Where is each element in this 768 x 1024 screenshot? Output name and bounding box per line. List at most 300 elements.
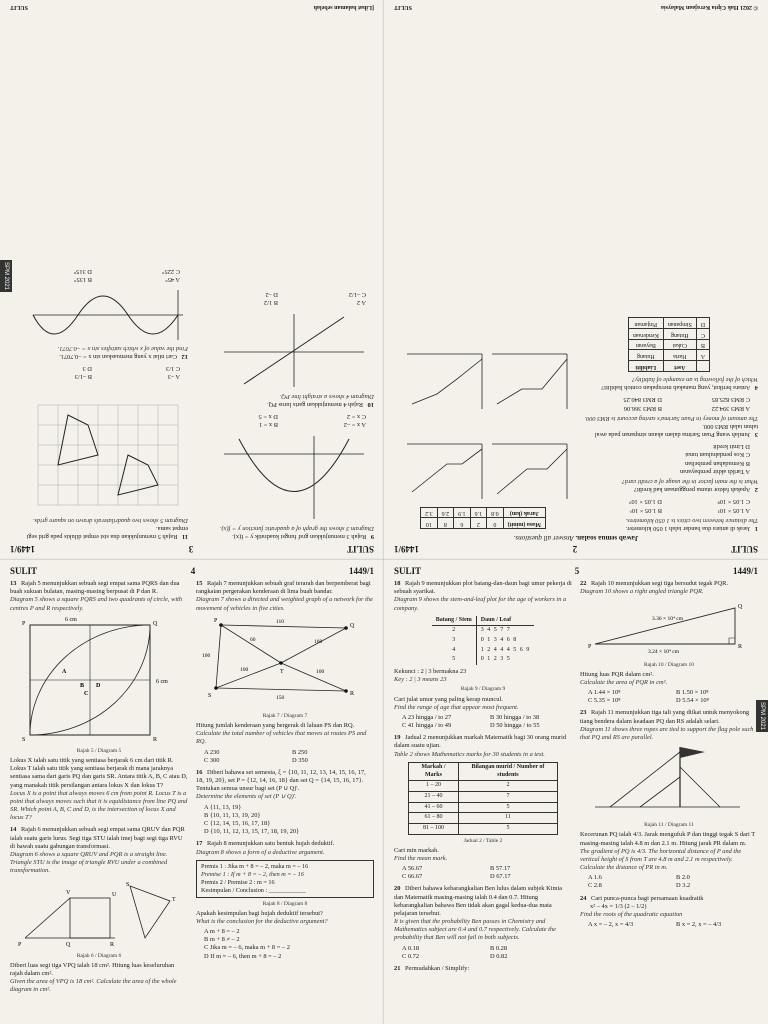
option-b[interactable]: B {10, 11, 13, 19, 20} <box>204 811 261 819</box>
question-text-en: Diagram 10 shows a right angled triangle PQR. <box>580 588 704 596</box>
table-row <box>432 646 535 656</box>
rotated-content <box>384 0 768 560</box>
question-text-en: Find the roots of the quadratic equation <box>580 911 683 918</box>
option-a[interactable]: A 56.67 <box>402 864 423 872</box>
question-number: 22 <box>580 580 587 587</box>
table-cell: 5 <box>458 823 557 834</box>
question-23 <box>580 709 758 890</box>
question-number: 17 <box>196 840 203 848</box>
table-row <box>432 655 535 665</box>
square-quadrant-diagram <box>10 613 180 743</box>
node-t: T <box>280 668 284 675</box>
options <box>10 364 180 380</box>
table-cell: 2.6 <box>437 507 454 518</box>
header-right: 1449/1 <box>732 566 758 576</box>
spm-side-tab: SPM 2021 <box>756 700 768 732</box>
left-column <box>10 580 188 999</box>
dim-label: 6 cm <box>65 616 77 623</box>
question-text-en: It is given that the probability Ben passes in Chemistry and Mathematics subject are 0.4 and 0.7 respectively. Calculate the probability that Ben will not fail in both subjects. <box>394 918 556 942</box>
table-cell: 21 – 40 <box>409 791 459 802</box>
instruction <box>384 534 768 542</box>
question-text: Rajah 9 menunjukkan plot batang-dan-daun bagi umur pekerja di sebuah syarikat. <box>394 580 572 596</box>
premise-1-en: Premise 1 : If m + 8 = – 2, then m = – 16 <box>201 870 304 878</box>
header-right: 1449/1 <box>348 566 374 576</box>
right-column <box>580 580 758 977</box>
table-header: Masa (minit) <box>503 518 545 529</box>
vertex-v: V <box>66 889 71 896</box>
table-cell: 6 <box>454 518 471 529</box>
question-text-en: Diagram 4 shows a straight line PQ. <box>279 392 374 400</box>
table-cell: D <box>696 318 709 329</box>
option-a[interactable]: A 0.18 <box>402 944 420 952</box>
question-24 <box>580 895 758 930</box>
question-number: 24 <box>580 894 587 902</box>
option-a[interactable]: A 45° <box>165 276 180 284</box>
options <box>196 412 366 428</box>
option-d[interactable]: D Limit kredit <box>713 443 750 451</box>
table-cell: Hutang <box>628 350 663 361</box>
table-cell: 1 – 20 <box>409 781 459 792</box>
vertex-r: R <box>153 736 158 743</box>
stem-header: Batang / Stem <box>432 616 477 626</box>
option-c[interactable]: C 1/3 <box>165 365 180 373</box>
question-11 <box>10 364 188 540</box>
figure-caption: Rajah 8 / Diagram 8 <box>262 900 308 907</box>
page-2-rotated <box>384 0 768 560</box>
instruction-text: Jawab semua soalan. <box>575 534 639 542</box>
question-text-en: The amount of money in Puan Sarima's saving account is RM3 000. <box>584 414 758 422</box>
point-a: A <box>62 668 67 675</box>
question-number: 2 <box>754 486 758 494</box>
question-body-en: Calculate the area of PQR in cm². <box>580 678 668 686</box>
question-text-en: Diagram 5 shows a square PQRS and two quadrants of circle, with centres P and R respectively. <box>10 596 183 612</box>
question-number: 21 <box>394 965 401 972</box>
grid-diagram <box>28 385 188 515</box>
table-header: Aset <box>663 361 696 372</box>
question-text-en: Diagram 3 shows the graph of a quadratic function y = f(x). <box>219 524 374 532</box>
option-a[interactable]: A x = – 2, x = 4/3 <box>588 921 634 929</box>
page-header <box>0 560 384 578</box>
page-number: 4 <box>190 566 196 576</box>
options <box>402 714 572 730</box>
leaf-cell: 1 2 4 4 4 5 6 9 <box>480 646 531 653</box>
question-text: Jarak di antara dua bandar ialah 1 050 kilometer. <box>625 525 751 532</box>
vertex-s: S <box>126 881 130 888</box>
option-b[interactable]: B x = 2, x = – 4/3 <box>676 921 722 929</box>
vertex-q: Q <box>66 941 71 948</box>
option-a[interactable]: A m + 8 = – 2 <box>204 927 240 935</box>
table-row <box>409 781 558 792</box>
option-b[interactable]: B 57.17 <box>490 864 511 872</box>
table-cell: Hutang <box>663 329 696 340</box>
table-header: Markah / Marks <box>409 762 459 780</box>
figure-caption: Rajah 10 / Diagram 10 <box>643 661 695 668</box>
left-column <box>394 580 572 977</box>
option-b[interactable]: B 135° <box>73 276 92 284</box>
question-text-en: Diagram 5 shows two quadrilaterals drawn on square grids. <box>32 516 188 524</box>
table-row[interactable] <box>628 318 709 329</box>
question-3 <box>580 395 758 438</box>
option-c[interactable]: C {12, 14, 15, 16, 17, 18} <box>204 820 271 828</box>
option-c[interactable]: C –1/2 <box>348 291 366 299</box>
stem-cell: 4 <box>432 646 477 656</box>
question-15 <box>196 580 374 765</box>
question-16 <box>196 769 374 837</box>
option-a[interactable]: A 1.05 × 10³ <box>717 506 750 514</box>
question-body-en: Given the area of VPQ is 18 cm². Calculate the area of the whole diagram in cm². <box>10 978 177 994</box>
question-text: Rajah 6 menunjukkan sebuah segi empat sama QRUV dan PQR ialah suatu garis lurus. Segi tiga STU ialah imej bagi segi tiga RVU di bawah suatu gabungan transformasi. <box>10 826 185 850</box>
question-body-en: Find the range of age that appear most frequent. <box>394 703 519 711</box>
question-body: Cari min markah. <box>394 846 439 854</box>
table-cell: Pinjaman <box>628 318 663 329</box>
option-c[interactable]: C Jika m = – 6, maka m + 8 = – 2 <box>204 944 290 952</box>
figure-caption: Jadual 2 / Table 2 <box>463 837 503 844</box>
page-number: 3 <box>188 544 194 554</box>
question-body-en: The gradient of PQ is 4/3. The horizontal distance of P and the vertical height of S from T are 4.8 m and 2.1 m respectively. Calculate the distance of PR in m. <box>580 847 742 872</box>
option-c[interactable]: C 225° <box>161 268 180 276</box>
question-20 <box>394 885 572 961</box>
option-b[interactable]: B x = 1 <box>258 421 278 429</box>
question-number: 19 <box>394 734 401 742</box>
question-text-en: The distance between two cities is 1 050 kilometres. <box>625 516 758 524</box>
transformation-diagram <box>10 876 180 948</box>
option-b[interactable]: B 2.0 <box>676 874 690 882</box>
option-b[interactable]: B 250 <box>292 748 308 756</box>
question-text-en: Diagram 8 shows a form of a deductive argument. <box>196 848 325 856</box>
page-footer <box>10 4 374 10</box>
premise-1: Premis 1 : Jika m + 8 = – 2, maka m = – 16 <box>201 862 309 870</box>
question-18 <box>394 580 572 730</box>
options <box>580 442 750 475</box>
page-5 <box>384 560 768 1024</box>
option-b[interactable]: B –1/3 <box>74 373 92 381</box>
option-a[interactable]: A {11, 13, 19} <box>204 803 242 811</box>
question-number: 20 <box>394 885 401 893</box>
question-body-en: Find the mean mark. <box>394 854 448 862</box>
header-right: 1449/1 <box>394 544 420 554</box>
question-text: Rajah 10 menunjukkan segi tiga bersudut tegak PQR. <box>591 580 729 587</box>
figure-caption: Rajah 9 / Diagram 9 <box>460 686 506 693</box>
question-text: Apakah faktor utama penggunaan kad kredit? <box>633 486 751 494</box>
option-c[interactable]: C 2.8 <box>588 882 602 890</box>
question-text-en: Diagram 6 shows a square QRUV and PQR is a straight line. Triangle STU is the image of triangle RVU under a combined transformation. <box>10 851 168 875</box>
table-cell: 10 <box>421 518 438 529</box>
question-22 <box>580 580 758 705</box>
asset-liability-table <box>628 317 710 371</box>
page-footer <box>394 4 758 10</box>
question-text-en: Diagram 7 shows a directed and weighted graph of a network for the movement of vehicles in five cities. <box>196 596 373 612</box>
point-d: D <box>96 682 101 689</box>
page-header <box>384 560 768 578</box>
option-c[interactable]: C 66.67 <box>402 873 423 881</box>
stem-cell: 5 <box>432 655 477 665</box>
option-b[interactable]: B 0.28 <box>490 944 508 952</box>
option-b[interactable]: B Kemudahan pembelian <box>685 459 750 467</box>
right-triangle-diagram <box>580 596 750 656</box>
table-row[interactable] <box>628 339 709 350</box>
question-text: Rajah 3 menunjukkan graf fungsi kuadratik y = f(x). <box>232 533 367 540</box>
option-c[interactable]: C 0.72 <box>402 952 420 960</box>
question-body: Cari julat umur yang paling kerap muncul. <box>394 695 503 703</box>
question-text: Rajah 4 menunjukkan garis lurus PQ. <box>267 401 363 409</box>
question-body: Diberi luas segi tiga VPQ ialah 18 cm². Hitung luas keseluruhan rajah dalam cm². <box>10 961 175 977</box>
options <box>580 497 750 513</box>
figure-caption: Rajah 7 / Diagram 7 <box>262 712 308 719</box>
question-9 <box>196 412 374 540</box>
vertex-p: P <box>18 941 22 948</box>
question-10 <box>196 290 374 408</box>
weight-label: 100 <box>316 668 325 675</box>
question-columns <box>384 578 768 979</box>
option-c[interactable]: C 1.05 × 10⁸ <box>717 498 750 506</box>
stem-cell: 2 <box>432 626 477 636</box>
table-cell: 7 <box>458 791 557 802</box>
table-cell: B <box>696 339 709 350</box>
option-b[interactable]: B 1/2 <box>263 299 278 307</box>
question-number: 12 <box>181 352 188 360</box>
distance-time-table <box>420 507 546 529</box>
options <box>204 749 374 765</box>
figure-caption: Rajah 5 / Diagram 5 <box>76 747 122 754</box>
option-c[interactable]: C 300 <box>204 756 220 764</box>
node-q: Q <box>350 622 355 629</box>
question-19 <box>394 734 572 881</box>
option-c[interactable]: C RM3 825.85 <box>711 396 750 404</box>
question-body: Lokus X ialah satu titik yang sentiasa berjarak 6 cm dari titik R. Lokus T ialah satu titik yang sentiasa berjarak di mana jaraknya sentiasa sama dari garis PQ dan garis SR. Antara titik A, B, C atau D, yang manakah titik persilangan antara lokus X dan lokus T? <box>10 756 188 789</box>
question-13 <box>10 580 188 822</box>
point-c: C <box>84 690 89 697</box>
left-column <box>580 300 758 532</box>
option-d[interactable]: D x = 5 <box>258 413 278 421</box>
option-a[interactable]: A RM3 394.22 <box>711 404 750 412</box>
question-number: 18 <box>394 580 401 587</box>
header-left: SULIT <box>730 544 758 554</box>
question-number: 4 <box>754 384 758 392</box>
option-a[interactable]: A 230 <box>204 748 220 756</box>
vertex-p: P <box>22 620 26 627</box>
options <box>588 689 758 705</box>
table-cell: 2 <box>470 518 487 529</box>
leaf-cell: 3 4 5 7 7 <box>480 627 511 634</box>
leaf-cell: 0 1 2 3 5 <box>480 656 511 663</box>
table-cell: 41 – 60 <box>409 802 459 813</box>
network-graph <box>196 613 366 708</box>
page-number: 5 <box>574 566 580 576</box>
table-cell: 3.2 <box>421 507 438 518</box>
table-cell: C <box>696 329 709 340</box>
question-number: 23 <box>580 709 587 717</box>
right-column <box>196 580 374 999</box>
question-body-en: What is the conclusion for the deductive argument? <box>196 917 328 925</box>
weight-label: 100 <box>202 652 211 659</box>
option-d[interactable]: D 50 hingga / to 55 <box>490 722 540 730</box>
option-c[interactable]: C 5.35 × 10⁸ <box>588 697 621 705</box>
question-2 <box>580 442 758 493</box>
footer-left: © 2021 Hak Cipta Kerajaan Malaysia <box>661 4 758 10</box>
option-c[interactable]: C Kos pendahuluan tunai <box>685 451 750 459</box>
rotated-content <box>0 0 384 560</box>
question-text: Rajah 11 menunjukkan tiga tali yang diikat untuk menyokong tiang bendera dalam keadaan PQ dan RS adalah selari. <box>580 709 750 725</box>
table-row <box>409 823 558 834</box>
options <box>588 874 758 890</box>
question-14 <box>10 826 188 994</box>
table-row[interactable] <box>628 329 709 340</box>
question-text-en: Table 2 shows Mathematics marks for 30 students in a test. <box>394 750 545 758</box>
footer-left: [Lihat halaman sebelah <box>313 4 374 10</box>
line-graph <box>214 312 374 392</box>
weight-label: 60 <box>250 636 256 643</box>
option-b[interactable]: B RM3 366.06 <box>623 404 662 412</box>
table-row <box>409 802 558 813</box>
table-header: Liabiliti <box>628 361 663 372</box>
table-cell: 5 <box>458 802 557 813</box>
option-a[interactable]: A Tarikh akhir pembayaran <box>680 467 750 475</box>
footer-right: SULIT <box>394 4 413 10</box>
spm-side-tab: SPM 2021 <box>0 260 12 292</box>
option-a[interactable]: A 1.6 <box>588 874 602 882</box>
question-number: 1 <box>754 525 758 532</box>
table-row <box>409 813 558 824</box>
option-d[interactable]: D RM3 840.25 <box>623 396 662 404</box>
table-cell: 0 <box>487 518 504 529</box>
premise-2: Premis 2 / Premise 2 : m = 16 <box>201 878 275 886</box>
question-text: Permudahkan / Simplify: <box>405 965 470 972</box>
option-d[interactable]: D 3.2 <box>676 882 691 890</box>
page-number: 2 <box>572 544 578 554</box>
question-text: Rajah 5 menunjukkan sebuah segi empat sama PQRS dan dua buah sukuan bulatan, masing-masing berpusat di P dan R. <box>10 580 180 596</box>
table-cell: Simpanan <box>663 318 696 329</box>
question-number: 9 <box>370 533 374 540</box>
option-d[interactable]: D 350 <box>292 756 308 764</box>
question-columns <box>384 298 768 534</box>
question-text-en: Determine the elements of set (P ∪ Q)'. <box>196 793 297 801</box>
stem-cell: 3 <box>432 636 477 646</box>
table-header: Jarak (km) <box>503 507 545 518</box>
question-columns <box>0 578 384 1001</box>
question-number: 15 <box>196 580 203 587</box>
argument-box <box>196 860 374 898</box>
question-17 <box>196 840 374 960</box>
figure-caption: Rajah 11 / Diagram 11 <box>644 822 694 829</box>
table-cell: Kenderaan <box>628 329 663 340</box>
option-a[interactable]: A 23 hingga / to 27 <box>402 713 452 721</box>
question-text: Rajah 5 menunjukkan dua sisi empat dilukis pada grid segi empat sama. <box>26 524 188 540</box>
table-cell: 2 <box>458 781 557 792</box>
table-cell: 1.9 <box>454 507 471 518</box>
question-number: 3 <box>754 431 758 439</box>
option-d[interactable]: D If m = – 6, then m + 8 = – 2 <box>204 952 282 960</box>
question-4 <box>580 317 758 391</box>
question-number: 16 <box>196 768 203 776</box>
table-cell: 8 <box>437 518 454 529</box>
weight-label: 110 <box>276 618 285 625</box>
options <box>580 395 750 411</box>
vertex-s: S <box>22 736 26 743</box>
base-label: 3.24 × 10⁴ cm <box>648 649 679 656</box>
weight-label: 100 <box>240 666 249 673</box>
question-text: Rajah 7 menunjukkan sebuah graf terarah dan berpemberat bagi rangkaian pergerakan kenderaan di lima buah bandar. <box>196 580 371 596</box>
question-text-en: Find the value of x which satisfies sin x = –0.7071. <box>57 344 188 352</box>
page-header <box>384 542 768 560</box>
option-d[interactable]: D {10, 11, 12, 13, 15, 17, 18, 19, 20} <box>204 828 300 836</box>
table-cell: Cukai <box>663 339 696 350</box>
question-text-en: Diagram 9 shows the stem-and-leaf plot for the age of workers in a company. <box>394 596 567 612</box>
option-d[interactable]: D –2 <box>265 291 278 299</box>
option-b[interactable]: B m + 8 ≠ – 2 <box>204 936 240 944</box>
header-right: 1449/1 <box>10 544 36 554</box>
figure-caption: Rajah 6 / Diagram 6 <box>76 952 122 959</box>
question-text-2: Tentukan semua unsur bagi set (P ∪ Q)'. <box>196 785 300 793</box>
question-text: Cari nilai x yang memuaskan sin x = –0.7071. <box>59 352 177 360</box>
option-a[interactable]: A 1.44 × 10⁸ <box>588 688 621 696</box>
question-text: Rajah 8 menunjukkan satu bentuk hujah deduktif. <box>207 840 335 848</box>
table-row <box>409 791 558 802</box>
table-cell: Bayaran <box>628 339 663 350</box>
question-text: Cari punca-punca bagi persamaan kuadratik <box>591 894 704 902</box>
options <box>402 945 572 961</box>
vertex-u: U <box>112 891 117 898</box>
option-d[interactable]: D 3 <box>82 365 92 373</box>
table-row[interactable] <box>628 350 709 361</box>
question-columns <box>0 261 384 542</box>
question-text: Jadual 2 menunjukkan markah Matematik bagi 30 orang murid dalam suatu ujian. <box>394 734 567 750</box>
table-cell: 11 <box>458 813 557 824</box>
option-d[interactable]: D 0.82 <box>490 952 508 960</box>
vertex-q: Q <box>153 620 158 627</box>
key-label-en: Key : 2 | 3 means 23 <box>394 676 447 684</box>
question-number: 11 <box>181 533 188 540</box>
question-number: 13 <box>10 580 17 587</box>
question-body: Hitung jumlah kenderaan yang bergerak di laluan PS dan RQ. <box>196 721 355 729</box>
question-body-en: Locus X is a point that always moves 6 cm from point R. Locus T is a point that always moves such that it is equidistance from line PQ and SR. Which point A, B, C and D, is the intersection of locus X and locus T? <box>10 789 188 822</box>
question-body: Apakah kesimpulan bagi hujah deduktif tersebut? <box>196 909 323 917</box>
flag-pole-diagram <box>580 742 750 817</box>
table-cell: 81 – 100 <box>409 823 459 834</box>
question-text-en: Diagram 11 shows three ropes are tied to support the flag pole such that PQ and RS are parallel. <box>580 725 754 741</box>
options <box>196 290 366 306</box>
option-b[interactable]: B 1.50 × 10⁸ <box>676 688 709 696</box>
question-body: Kecerunan PQ ialah 4/3. Jarak mengufuk P dan tinggi tegak S dari T masing-masing ialah 4.8 m dan 2.1 m. Hitung jarak PR dalam m. <box>580 831 756 847</box>
question-21 <box>394 965 572 973</box>
option-a[interactable]: A –3 <box>167 373 180 381</box>
option-a[interactable]: A 2 <box>356 299 366 307</box>
table-cell: 1.6 <box>470 507 487 518</box>
options <box>588 921 758 929</box>
equation: x² – 4x = 1/3 (2 – 1/2) <box>590 902 647 910</box>
hypotenuse-label: 3.36 × 10⁴ cm <box>652 616 683 623</box>
point-b: B <box>80 682 85 689</box>
option-d[interactable]: D 1.05 × 10⁹ <box>629 498 662 506</box>
node-p: P <box>214 617 218 624</box>
question-text-en: Which of the following is an example of liability? <box>631 376 758 383</box>
weight-label: 160 <box>314 638 323 645</box>
option-b[interactable]: B 30 hingga / to 38 <box>490 713 540 721</box>
question-number: 14 <box>10 826 17 834</box>
option-d[interactable]: D 67.17 <box>490 873 511 881</box>
option-d[interactable]: D 5.54 × 10⁸ <box>676 697 709 705</box>
option-d[interactable]: D 315° <box>73 268 92 276</box>
option-c[interactable]: C x = 2 <box>346 413 366 421</box>
question-text-en: What is the main factor in the usage of a credit card? <box>621 478 758 486</box>
option-a[interactable]: A x = –2 <box>343 421 366 429</box>
marks-table <box>408 762 558 835</box>
option-c[interactable]: C 41 hingga / to 49 <box>402 722 452 730</box>
right-column <box>394 300 572 532</box>
distance-time-graphs <box>402 304 572 504</box>
option-b[interactable]: B 1.05 × 10⁶ <box>629 506 662 514</box>
question-1 <box>580 497 758 532</box>
vertex-t: T <box>172 896 176 903</box>
